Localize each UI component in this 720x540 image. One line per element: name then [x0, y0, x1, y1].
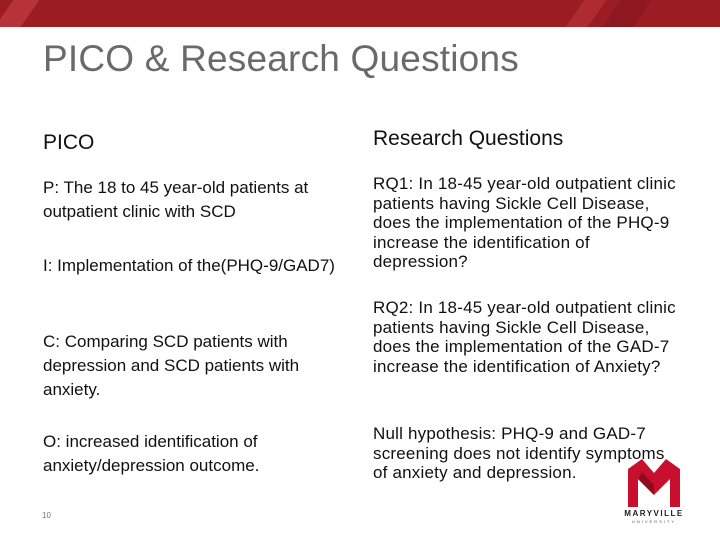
header-banner	[0, 0, 720, 27]
pico-heading: PICO	[43, 131, 95, 154]
slide-title: PICO & Research Questions	[43, 38, 519, 79]
banner-stripe	[0, 0, 39, 27]
null-hypothesis: Null hypothesis: PHQ-9 and GAD-7 screening does not identify symptoms of anxiety and depression.	[373, 424, 665, 482]
research-question-2: RQ2: In 18-45 year-old outpatient clinic patients having Sickle Cell Disease, does the implementation of the GAD-7 increase the identification of Anxiety?	[373, 298, 676, 376]
pico-item-comparison: C: Comparing SCD patients with depression and SCD patients with anxiety.	[43, 332, 300, 399]
pico-item-outcome: O: increased identification of anxiety/depression outcome.	[43, 432, 260, 475]
pico-item-intervention: I: Implementation of the(PHQ-9/GAD7)	[43, 256, 335, 275]
banner-stripe	[566, 0, 607, 27]
research-question-1: RQ1: In 18-45 year-old outpatient clinic patients having Sickle Cell Disease, does the implementation of the PHQ-9 increase the identification of depression?	[373, 174, 676, 271]
banner-stripe	[603, 0, 652, 27]
logo-subtitle: UNIVERSITY	[631, 519, 676, 524]
logo-wordmark: MARYVILLE	[624, 509, 684, 518]
pico-item-population: P: The 18 to 45 year-old patients at outpatient clinic with SCD	[43, 178, 309, 221]
research-questions-heading: Research Questions	[373, 127, 564, 150]
page-number: 10	[42, 511, 51, 520]
